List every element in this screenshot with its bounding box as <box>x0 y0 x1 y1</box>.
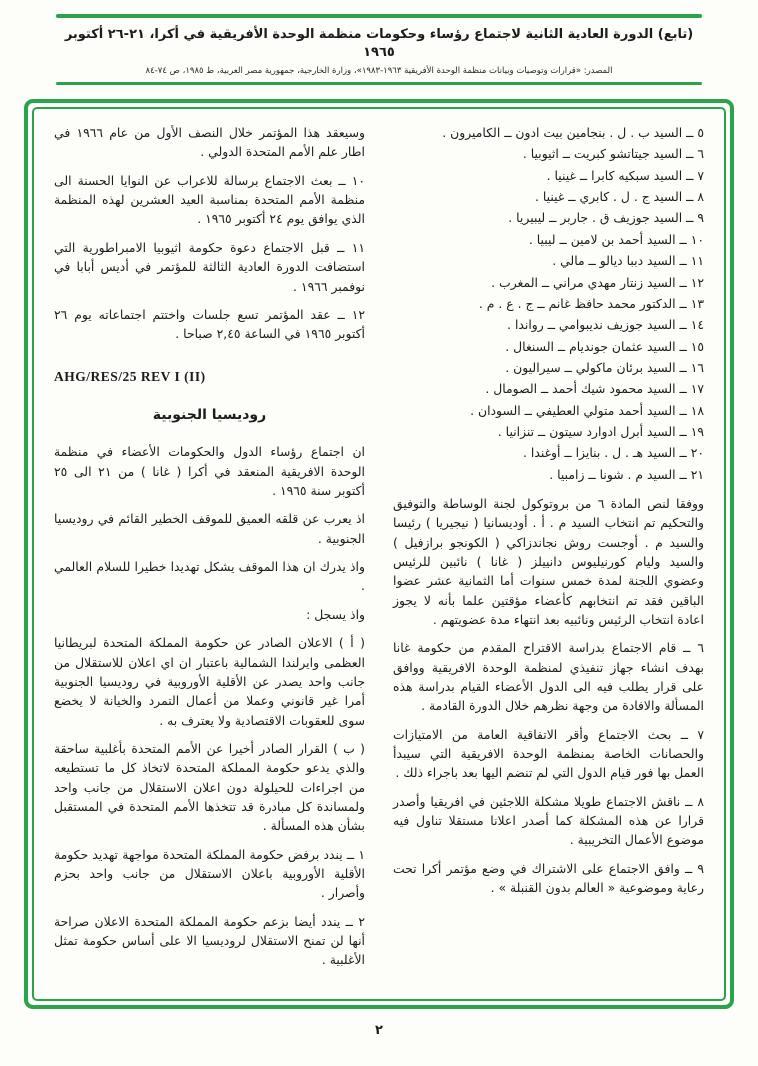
paragraph: ( ب ) القرار الصادر أخيرا عن الأمم المتحدة بأغلبية ساحقة والذي يدعو حكومة المملكة المتحدة لاتخاذ كل ما تستطيعه من اجراءات للحيلولة دون اعلان الاستقلال من جانب واحد ولمساندة كل مبادرة قد تتخذها الأمم المتحدة في المستقبل بشأن هذه المسألة . <box>54 740 365 834</box>
delegate-entry: ٩ ــ السيد جوزيف ق . جاربر ــ ليبيريا . <box>508 210 704 226</box>
paragraph: ان اجتماع رؤساء الدول والحكومات الأعضاء في منظمة الوحدة الافريقية المنعقد في أكرا ( غانا ) من ٢١ الى ٢٥ أكتوبر سنة ١٩٦٥ . <box>54 444 365 499</box>
paragraph: ١١ ــ قبل الاجتماع دعوة حكومة اثيوبيا الامبراطورية التي استضافت الدورة العادية الثالثة للمؤتمر في أديس أبابا في نوفمبر ١٩٦٦ . <box>54 239 365 294</box>
right-column-paragraphs <box>393 494 704 898</box>
paragraph: ١ ــ يندد برفض حكومة المملكة المتحدة مواجهة تهديد حكومة الأقلية الأوروبية باعلان الاستقلال من جانب واحد بحزم وأصرار . <box>54 846 365 901</box>
left-column <box>54 123 365 991</box>
paragraph: ٢ ــ يندد أيضا بزعم حكومة المملكة المتحدة الاعلان صراحة أنها لن تمنح الاستقلال لروديسيا الا على أساس حكومة تمثل الأغلبية . <box>54 913 365 968</box>
delegate-entry: ٥ ــ السيد ب . ل . بنجامين بيت ادون ــ الكاميرون . <box>442 125 704 141</box>
page-header <box>0 0 758 85</box>
delegate-entry: ٢٠ ــ السيد هـ . ل . بنايزا ــ أوغندا . <box>523 445 704 461</box>
content-frame-outer <box>24 99 734 1009</box>
paragraph: وسيعقد هذا المؤتمر خلال النصف الأول من عام ١٩٦٦ في اطار علم الأمم المتحدة الدولي . <box>54 125 365 160</box>
paragraph: واذ يسجل : <box>306 606 365 622</box>
paragraph: ووفقا لنص المادة ٦ من بروتوكول لجنة الوساطة والتوفيق والتحكيم تم انتخاب السيد م . أ . أوديسانيا ( نيجيريا ) رئيسا والسيد م . أوجست روش نجاندزاكي ( الكونجو برازفيل ) والسيد وليام كورنيليوس دانييلز ( غانا ) نائبين للرئيس وعضوي اللجنة لمدة خمس سنوات أما الثمانية عشر عضوا الباقين فقد تم انتخابهم كأعضاء مؤقتين علما بأنه لا يجوز اعادة انتخاب الرئيس ونائبيه بعد انتهاء مدة عضويتهم . <box>393 495 704 627</box>
right-column <box>393 123 704 991</box>
content-frame-inner <box>32 107 726 1001</box>
delegate-entry: ١٩ ــ السيد أبرل ادوارد سيتون ــ تنزانيا . <box>497 423 704 439</box>
paragraph: اذ يعرب عن قلقه العميق للموقف الخطير القائم في روديسيا الجنوبية . <box>54 511 365 546</box>
delegate-entry: ١٠ ــ السيد أحمد بن لامين ــ ليبيا . <box>528 231 704 247</box>
resolution-paragraphs <box>54 442 365 969</box>
header-top-rule <box>56 14 702 18</box>
delegate-entry: ١٢ ــ السيد زنتار مهدي مراني ــ المغرب . <box>491 274 704 290</box>
delegate-entry: ١٤ ــ السيد جوزيف نديبوامي ــ رواندا . <box>507 317 704 333</box>
delegate-entry: ٦ ــ السيد جيتاتشو كبريت ــ اثيوبيا . <box>522 146 704 162</box>
paragraph: ٦ ــ قام الاجتماع بدراسة الاقتراح المقدم من حكومة غانا بهدف انشاء جهاز تنفيذي لمنظمة الوحدة الافريقية ووافق على قرار يطلب فيه الى الدول الأعضاء القيام بدراسة هذه المسألة والافادة من وجهة نظرهم خلال الدورة القادمة . <box>393 640 704 714</box>
two-column-layout <box>54 123 704 991</box>
delegates-list <box>393 123 704 484</box>
delegate-entry: ٧ ــ السيد سبكيه كابرا ــ غينيا . <box>546 167 704 183</box>
header-bottom-rule <box>56 82 702 85</box>
document-source-line: المصدر: «قرارات وتوصيات وبيانات منظمة الوحدة الأفريقية ١٩٦٣-١٩٨٣»، وزارة الخارجية، جمهورية مصر العربية، ط ١٩٨٥، ص ٧٤-٨٤ <box>145 66 613 77</box>
delegate-entry: ٢١ ــ السيد م . شونا ــ زامبيا . <box>549 466 704 482</box>
paragraph: ٨ ــ ناقش الاجتماع طويلا مشكلة اللاجئين في افريقيا وأصدر قرارا عن هذه المشكلة كما أصدر اعلانا مستقلا تناول فيه موضوع الأعمال التخريبية . <box>393 793 704 848</box>
paragraph: ٩ ــ وافق الاجتماع على الاشتراك في وضع مؤتمر أكرا تحت رعاية وموضوعية « العالم بدون القنبلة » . <box>393 860 704 896</box>
delegate-entry: ٨ ــ السيد ج . ل . كابري ــ غينيا . <box>534 189 704 205</box>
paragraph: ١٢ ــ عقد المؤتمر تسع جلسات واختتم اجتماعاته يوم ٢٦ أكتوبر ١٩٦٥ في الساعة ٢,٤٥ صباحا . <box>54 306 365 342</box>
left-column-top-paragraphs <box>54 123 365 343</box>
delegate-entry: ١٦ ــ السيد برئان ماكولي ــ سيراليون . <box>505 359 704 375</box>
document-title: (تابع) الدورة العادية الثانية لاجتماع رؤساء وحكومات منظمة الوحدة الأفريقية في أكرا، ٢١-٢٦ أكتوبر ١٩٦٥ <box>64 27 694 60</box>
delegate-entry: ١١ ــ السيد دببا ديالو ــ مالي . <box>552 253 704 269</box>
paragraph: ( أ ) الاعلان الصادر عن حكومة المملكة المتحدة لبريطانيا العظمى وايرلندا الشمالية باعتبار ان اي اعلان للاستقلال من جانب واحد يصدر عن الأقلية الأوروبية في روديسيا الجنوبية أمرا غير قانوني وعملا من أعمال التمرد والخيانة لا يخضع سوى للعقوبات الاقتصادية ولا يعترف به . <box>54 635 365 728</box>
page-number: ٢ <box>375 1023 383 1039</box>
section-title: روديسيا الجنوبية <box>152 406 267 423</box>
paragraph: واذ يدرك ان هذا الموقف يشكل تهديدا خطيرا للسلام العالمي . <box>54 559 365 594</box>
delegate-entry: ١٧ ــ السيد محمود شيك أحمد ــ الصومال . <box>485 381 704 397</box>
paragraph: ٧ ــ بحث الاجتماع وأقر الاتفاقية العامة من الامتيازات والحصانات الخاصة بمنظمة الوحدة الافريقية التي سيبدأ العمل بها فور قيام الدول التي لم تنضم اليها بعد باجراء ذلك . <box>393 726 704 781</box>
resolution-code: AHG/RES/25 REV I (II) <box>54 368 206 384</box>
delegate-entry: ١٣ ــ الدكتور محمد حافظ غانم ــ ج . ع . م . <box>478 295 704 311</box>
paragraph: ١٠ ــ بعث الاجتماع برسالة للاعراب عن النوايا الحسنة الى منظمة الأمم المتحدة بمناسبة العيد العشرين لهذه المنظمة الذي يوافق يوم ٢٤ أكتوبر ١٩٦٥ . <box>54 172 365 227</box>
delegate-entry: ١٨ ــ السيد أحمد متولي العطيفي ــ السودان . <box>470 402 704 418</box>
delegate-entry: ١٥ ــ السيد عثمان جونديام ــ السنغال . <box>505 338 704 354</box>
